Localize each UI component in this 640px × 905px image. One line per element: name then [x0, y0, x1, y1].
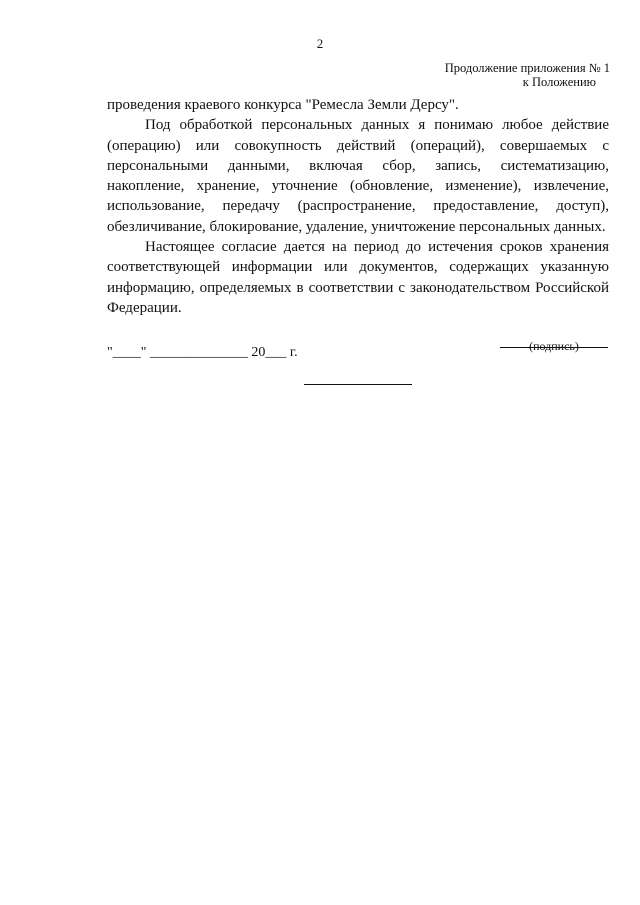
appendix-title: Продолжение приложения № 1 [444, 61, 610, 75]
end-of-document-rule [304, 384, 412, 385]
page-number: 2 [316, 36, 324, 51]
document-body [107, 95, 609, 318]
paragraph-consent-period: Настоящее согласие дается на период до истечения сроков хранения соответствующей информации или документов, содержащих указанную информацию, определяемых в соответствии с законодательством Российской Федерации. [107, 239, 609, 316]
paragraph-continuation: проведения краевого конкурса "Ремесла Земли Дерсу". [107, 97, 459, 113]
appendix-reference: к Положению [522, 75, 596, 89]
paragraph-processing-definition: Под обработкой персональных данных я понимаю любое действие (операцию) или совокупность действий (операций), совершаемых с персональными данными, включая сбор, запись, систематизацию, накопление, хранение, уточнение (обновление, изменение), извлечение, использование, передачу (распространение, предоставление, доступ), обезличивание, блокирование, удаление, уничтожение персональных данных. [107, 117, 609, 235]
date-field: "____" ______________ 20___ г. [107, 345, 298, 360]
appendix-header [390, 61, 610, 89]
signature-label: (подпись) [529, 339, 579, 353]
